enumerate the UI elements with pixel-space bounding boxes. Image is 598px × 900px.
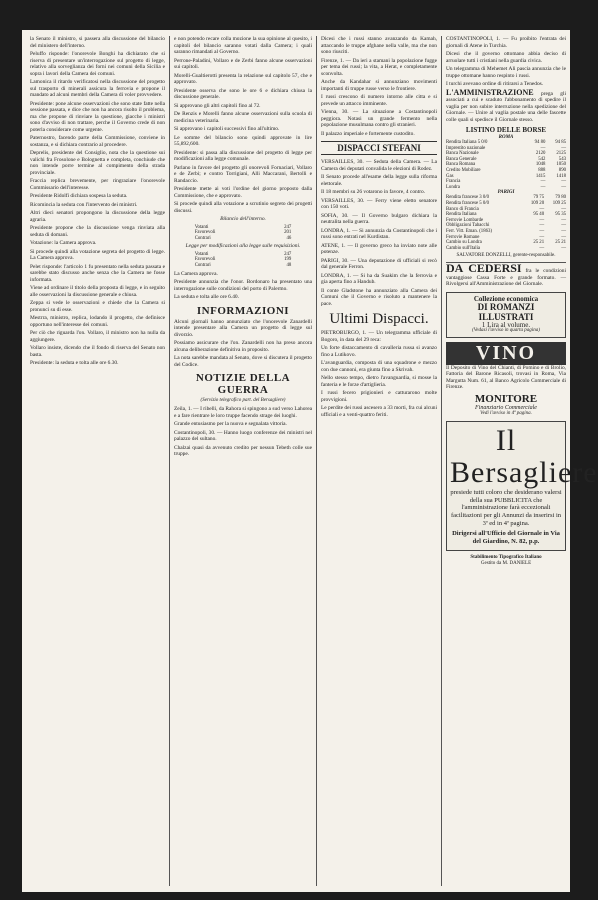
row-value: — [561, 217, 566, 223]
paragraph: Dicesi che i russi stanno avanzando da Kamah, attaccando le truppe afghane nella valle, ma che non sono riusciti. [321, 36, 437, 55]
paragraph: I russi fecero prigionieri e catturarono molte provvigioni. [321, 390, 437, 403]
paragraph: Presidente Ridolfi dichiara sospesa la seduta. [30, 193, 128, 199]
monitore-note: Vedi l'avviso in 4ª pagina. [480, 410, 532, 416]
row-value: — [561, 179, 566, 185]
paragraph: Altri dieci senatori propongono la discussione della legge agraria. [30, 210, 165, 223]
row-label: Rendita Italiana 5 0/0 [446, 140, 488, 145]
row-value: 1418 [556, 173, 566, 179]
vino-text: Il Deposito di Vino del Chianti, di Pomino e di Brolio, Fattoria del Barone Ricasoli, trovasi in Roma, Via Margutta Num. 61, al Banco Agricolo Commerciale di Firenze. [446, 364, 566, 391]
row-value: 247 [284, 224, 292, 230]
paragraph: Zeila, 1. — I ribelli, da Rahora si spingono a sud verso Lahorea e a fare rientrare le loro truppe facendo strage dei luoghi. [174, 406, 312, 419]
row-value: — [539, 217, 545, 223]
row-label: Imprestito nazionale [446, 145, 486, 151]
notizie-text [174, 406, 312, 458]
paragraph: Il Senato procede all'esame della legge sulla riforma elettorale. [321, 174, 437, 187]
row-value: — [561, 206, 566, 212]
bersagliere-ad [446, 421, 598, 552]
roma-quotes-table [446, 140, 566, 190]
row-value: 46 [286, 235, 292, 241]
row-value: 95 40 [533, 212, 545, 218]
row-value: — [561, 245, 566, 251]
vote-table-2 [195, 252, 292, 269]
paragraph: Fraccia replica brevemente, per ringraziare l'onorevole Commissario dell'interesse. [30, 178, 165, 191]
listino-heading: LISTINO DELLE BORSE [465, 126, 547, 134]
row-value: 1050 [556, 162, 566, 168]
row-value: — [539, 223, 545, 229]
parigi-label: PARIGI [497, 190, 515, 196]
row-value: — [539, 206, 545, 212]
row-value: — [561, 184, 566, 190]
collezione-name: DI ROMANZI ILLUSTRATI [477, 301, 535, 322]
vote-title-2: Legge per modificazioni alla legge sulle requisizioni. [185, 243, 301, 250]
row-label: Ferr. Vitt. Eman. (1863) [446, 228, 492, 234]
table-row [195, 263, 292, 269]
row-label: Banco di Francia [446, 206, 479, 212]
paragraph: Il conte Gladstone ha annunziato alla Camera dei Comuni che il Governo e risoluto a mantenere la pace. [321, 287, 437, 307]
paragraph: Perrone-Paladini, Vollaro e de Zerbi fanno alcune osservazioni sui capitoli. [174, 57, 312, 70]
column-2-after [174, 271, 312, 301]
paragraph: La nota sarebbe mandata al Senato, dove si discutera il progetto del Codice. [174, 355, 312, 368]
amministrazione-text: prega gli associati a cui e scaduto l'abbonamento di spedire il vaglia per non subire interruzione nella spedizione del Giornale. — Unire al vaglia postale una delle fascette colle quali si spedisce il Giornale stesso. [446, 90, 566, 123]
bersagliere-heading: Il Bersagliere [450, 423, 598, 489]
row-value: 95 35 [555, 212, 566, 218]
row-value: 25 21 [555, 240, 566, 246]
row-label: Rendita francese 3 0/0 [446, 195, 490, 201]
paragraph: Presidente annunzia che l'onor. Bordonaro ha presentato una interrogazione sulle condizioni del porto di Palermo. [174, 279, 312, 292]
row-value: 2120 [535, 151, 546, 157]
dispacci-text [321, 159, 437, 307]
row-label: Banca Nazionale [446, 151, 479, 157]
paragraph: Presidente osserva che sono le ore 6 e dichiara chiusa la discussione generale. [174, 87, 312, 100]
paragraph: ATENE, 1. — Il governo greco ha inviato note alle potenze. [321, 242, 437, 255]
row-value: — [539, 234, 545, 240]
row-value: — [540, 145, 546, 151]
paragraph: Votazione: la Camera approva. [30, 240, 97, 246]
paragraph: Parlano in favore del progetto gli onorevoli Fornaciari, Vollaro e de Zerbi; e contro Torrigiani, Alli Maccarani, Bertolli e Randaccio. [174, 164, 312, 184]
notizie-subtitle: (Servizio telegrafico part. del Bersagliere) [200, 398, 286, 404]
row-label: Credito Mobiliare [446, 167, 481, 173]
row-label: Ferrovie Lombarde [446, 217, 484, 223]
row-value: 542 [538, 156, 546, 162]
row-value: 25 21 [533, 240, 545, 246]
paragraph: Presidente: pone alcune osservazioni che sono state fatte nella sessione passata, e dice che non ha ancora risolto il problema, ma che propone di rinviare la questione, giacche i ministri sono d'avviso di non trattare, perche il Governo crede di non poterla considerare come urgente. [30, 100, 165, 133]
paragraph: Vollaro insiste, dicendo che il fondo di riserva del Senato non basta. [30, 345, 165, 358]
row-value: — [540, 184, 546, 190]
row-label: Banca Generale [446, 156, 477, 162]
row-value: — [539, 245, 545, 251]
row-value: 201 [284, 230, 292, 236]
row-value: — [561, 234, 566, 240]
paragraph: Presidente propone che la discussione venga rinviata alla seduta di domani. [30, 225, 165, 238]
paragraph: La seduta e tolta alle ore 6.40. [174, 294, 239, 301]
paragraph: Anche da Kandahar si annunziano movimenti importanti di truppe russe verso le frontiere. [321, 79, 437, 92]
paragraph: Deprelis, presidente del Consiglio, nota che la questione sui valichi fra Frosolone e Bolognetta e completa, conchiude che non intende porre termine al compimento della strada provinciale. [30, 150, 165, 176]
paragraph: Un telegramma di Mehemet Ali pascia annunzia che le truppe ottomane hanno respinto i russi. [446, 66, 566, 79]
column-rule [316, 36, 317, 886]
paragraph: Si procede quindi alla votazione a scrutinio segreto dei progetti discussi. [174, 201, 312, 214]
paragraph: Per ciò che riguarda l'on. Vollaro, il ministro non ha nulla da aggiungere. [30, 330, 165, 343]
paragraph: Presidente: la seduta e tolta alle ore 6.30. [30, 360, 119, 366]
paragraph: Costantinopoli, 30. — Hanno luogo conferenze dei ministri nel palazzo del sultano. [174, 429, 312, 443]
paragraph: Un forte distaccamento di cavalleria russa si avanzo fino a Lutikovo. [321, 345, 437, 358]
paragraph: LONDRA, 1. — Si annunzia da Costantinopoli che i russi sono entrati nel Kurdistan. [321, 227, 437, 240]
paragraph: SOFIA, 30. — Il Governo bulgaro dichiara la neutralita nella guerra. [321, 212, 437, 225]
paragraph: VERSAILLES, 30. — Ferry viene eletto senatore con 150 voti. [321, 197, 437, 210]
newspaper-page [22, 30, 598, 892]
paragraph: Nello stesso tempo, dietro l'avanguardia, si mosse la fanteria e le forze d'artiglieria. [321, 375, 437, 388]
row-value: 109 25 [552, 200, 566, 206]
paragraph: la Senato il ministro, si passera alla discussione del bilancio del ministero dell'interno. [30, 36, 165, 49]
stabilimento-line: Stabilimento Tipografico Italiano [470, 555, 542, 561]
paragraph: Il 18 membri su 26 votarono in favore, 4 contro. [321, 189, 426, 195]
column-4 [446, 36, 598, 886]
ultimi-text [321, 330, 437, 418]
row-value: 109 20 [530, 200, 545, 206]
collezione-ad [446, 292, 566, 338]
row-label: Favorevoli [194, 230, 216, 236]
column-1 [30, 36, 165, 886]
row-label: Cambio su Londra [446, 240, 482, 246]
collezione-price: 1 Lira al volume. [481, 320, 531, 329]
stabilimento-sub: Gestito da M. DANIELE [480, 561, 532, 567]
row-value: — [540, 179, 546, 185]
paragraph: I russi crescono di numero intorno alle citta e si prevede un attacco imminente. [321, 94, 437, 107]
column-rule [441, 36, 442, 886]
collezione-title: Collezione economica [473, 294, 539, 303]
monitore-subtitle: Finanziario Commerciale [475, 404, 537, 411]
table-row [446, 246, 566, 252]
row-label: Gas [446, 173, 454, 179]
paragraph: Presidente: si passa alla discussione del progetto di legge per modificazioni alla legge comunale. [174, 149, 312, 162]
gerente-line: SALVATORE DONZELLI, gerente-responsabile. [456, 253, 556, 259]
paragraph: Le perdite dei russi ascesero a 33 morti, fra cui alcuni ufficiali e a venti-quattro feriti. [321, 405, 437, 418]
monitore-heading: MONITORE [474, 392, 538, 405]
row-value: 79 80 [555, 195, 566, 201]
paragraph: Alcuni giornali hanno annunziato che l'onorevole Zanardelli intende presentare alla Camera un progetto di legge sul divorzio. [174, 318, 312, 338]
paragraph: COSTANTINOPOLI, 1. — Fu proibito l'entrata dei giornali di Atene in Turchia. [446, 36, 566, 49]
row-label: Rendita Italiana [446, 212, 477, 218]
paragraph: Chalzai quasi da avvenuto credito per nessun Tebeth colle sue truppe. [174, 444, 312, 458]
row-label: Ferrovie Romane [446, 234, 480, 240]
column-2 [174, 36, 312, 886]
ultimi-heading: Ultimi Dispacci. [329, 311, 429, 327]
amministrazione-heading: L'AMMINISTRAZIONE [446, 87, 534, 97]
paragraph: Si procede quindi alla votazione segreta del progetto di legge. La Camera approva. [30, 248, 165, 261]
row-value: 888 [538, 167, 546, 173]
column-2-text [174, 36, 312, 214]
paragraph: Dicesi che il governo ottomano abbia deciso di arruolare tutti i cristiani nella guardia civica. [446, 51, 566, 64]
row-value: 1415 [535, 173, 546, 179]
paragraph: PIETROBURGO, 1. — Un telegramma ufficiale di Bogoro, in data del 29 reca: [321, 330, 437, 343]
column-4-text [446, 36, 566, 88]
column-rule [169, 36, 170, 886]
paragraph: L'avanguardia, composta di una squadrone e mezzo con due cannoni, era giunta fino a Skrivah. [321, 360, 437, 373]
dispacci-heading: DISPACCI STEFANI [321, 141, 437, 155]
row-value: 199 [284, 257, 292, 263]
row-value: — [539, 228, 545, 234]
cedersi-text: fra le condizioni vantaggiose Cassa Forte e grande formato. — Rivolgersi all'Amministrazione del Giornale. [446, 268, 566, 288]
row-label: Francia [446, 179, 461, 185]
paragraph: Presidente mette ai voti l'ordine del giorno proposto dalla Commissione, che e approvato. [174, 186, 312, 199]
row-label: Rendita francese 5 0/0 [446, 200, 490, 206]
cedersi-heading: DA CEDERSI [446, 261, 522, 276]
row-label: Votanti [194, 224, 209, 230]
collezione-note: (Vedasi l'avviso in quarta pagina) [472, 327, 540, 333]
paragraph: De Renzis e Morelli fanno alcune osservazioni sulla scuola di medicina veterinaria. [174, 111, 312, 124]
row-value: 890 [558, 167, 566, 173]
paragraph: Firenze, 1. — Da ieri a stamani la popolazione fugge per tema dei russi; la vita, a Herat, e completamente sconvolta. [321, 57, 437, 77]
paragraph: Peluffo risponde: l'onorevole Bonghi ha dichiarato che si riserva di presentare un'interrogazione sul progetto di legge, relativo alla sorveglianza dei forni nei comuni della Sicilia e sopra i lavori della Camera dei comuni. [30, 51, 165, 77]
paragraph: Il palazzo imperiale e fortemente custodito. [321, 130, 415, 137]
cedersi-ad [446, 262, 566, 288]
row-value: 94 85 [555, 140, 566, 145]
paragraph: Grande entusiasmo per la nuova e segnalata vittoria. [174, 421, 287, 428]
row-label: Cambio sull'Italia [446, 245, 481, 251]
vote-table [195, 225, 292, 242]
paragraph: Mestrra, ministro, replica, lodando il progetto, che definisce opportuno nell'interesse dei comuni. [30, 315, 165, 328]
paragraph: Paternostro, facendo parte della Commissione, conviene in sostanza, e si dichiara contrario al procedere. [30, 135, 165, 148]
row-label: Favorevoli [194, 257, 216, 263]
paragraph: Possiamo assicurare che l'on. Zanardelli non ha preso ancora alcuna deliberazione definitiva in proposito. [174, 340, 312, 353]
bersagliere-text: presiede tutti coloro che desiderano valersi della sua PUBBLICITA che l'amministrazione farà eccezionali facilitazioni per gli Annunzi da inserirsi in 3ª ed in 4ª pagina. [450, 488, 562, 527]
paragraph: I turchi avevano ordine di ritirarsi a Tenedos. [446, 81, 544, 87]
row-value: 247 [284, 251, 292, 257]
paragraph: Morelli-Gualtierotti presenta la relazione sul capitolo 57, che e approvato. [174, 72, 312, 85]
paragraph: VERSAILLES, 30. — Seduta della Camera. — La Camera dei deputati convalida le elezioni di Rodez. [321, 159, 437, 172]
paragraph: Si approvano gli altri capitoli fino al 72. [174, 102, 261, 109]
paragraph: Si approvano i capitoli successivi fino all'ultimo. [174, 126, 280, 132]
paragraph: Lamonica il ritardo verificatosi nella discussione del progetto sul trasporto di minerali assicura la ferrovia e propone il mandato ad alcuni membri della Camera di voler provvedere. [30, 79, 165, 98]
row-value: 2125 [556, 151, 566, 157]
paragraph: LONDRA, 1. — Si ha da Suakim che la ferrovia e gia aperta fino a Handub. [321, 272, 437, 285]
row-value: — [561, 223, 566, 229]
bersagliere-contact: Dirigersi all'Ufficio del Giornale in Via del Giardino, N. 82, p.p. [452, 529, 560, 545]
row-value: 94 80 [534, 140, 546, 145]
row-value: 79 75 [533, 195, 545, 201]
row-value: 543 [558, 156, 566, 162]
column-1-text [30, 36, 165, 367]
roma-label: ROMA [498, 135, 514, 140]
paragraph: Viene ad ordinare il titolo della proposta di legge, e in seguito alle osservazioni la discussione generale e chiusa. [30, 285, 165, 298]
row-label: Obbligazioni Tabacchi [446, 223, 490, 229]
row-label: Londra [446, 184, 460, 190]
column-3 [321, 36, 437, 886]
row-value: — [561, 145, 566, 151]
notizie-heading: NOTIZIE DELLA GUERRA [195, 372, 291, 397]
row-label: Votanti [194, 251, 209, 257]
informazioni-text [174, 319, 312, 369]
row-label: Banca Romana [446, 162, 476, 168]
row-label: Contrari [194, 262, 211, 268]
paragraph: Zeppa si vede le osservazioni e chiede che la Camera si pronunci su di esse. [30, 300, 165, 313]
paragraph: Le somme del bilancio sono quindi approvate in lire 55,892,600. [174, 134, 312, 147]
informazioni-heading: INFORMAZIONI [196, 304, 290, 317]
paragraph: Ricomincia la seduta con l'intervento dei ministri. [30, 201, 138, 208]
parigi-quotes-table [446, 195, 566, 251]
row-value: 1048 [535, 162, 546, 168]
paragraph: Pelet risponde: l'articolo 1 fu presentato nella seduta passata e sarebbe stato discusso anche senza che la Camera ne fosse informata. [30, 263, 165, 283]
vino-heading: VINO [446, 342, 566, 365]
row-label: Contrari [194, 235, 211, 241]
paragraph: La Camera approva. [174, 270, 218, 277]
column-3-text [321, 36, 437, 137]
table-row [195, 236, 292, 242]
paragraph: e non potendo recare colla mozione la sua opinione al quesito, i capitoli del bilancio saranno votati dalla Camera; i quali saranno rimandati al Governo. [174, 36, 312, 55]
paragraph: Vienna, 30. — La situazione a Costantinopoli peggiora. Notasi un grande fermento nella popolazione musulmana contro gli stranieri. [321, 109, 437, 128]
amministrazione-notice [446, 87, 566, 124]
vote-title: Bilancio dell'interno. [220, 216, 266, 222]
paragraph: PARIGI, 30. — Una deputazione di ufficiali si recò dal generale Ferron. [321, 257, 437, 270]
row-value: 48 [286, 262, 292, 268]
row-value: — [561, 228, 566, 234]
